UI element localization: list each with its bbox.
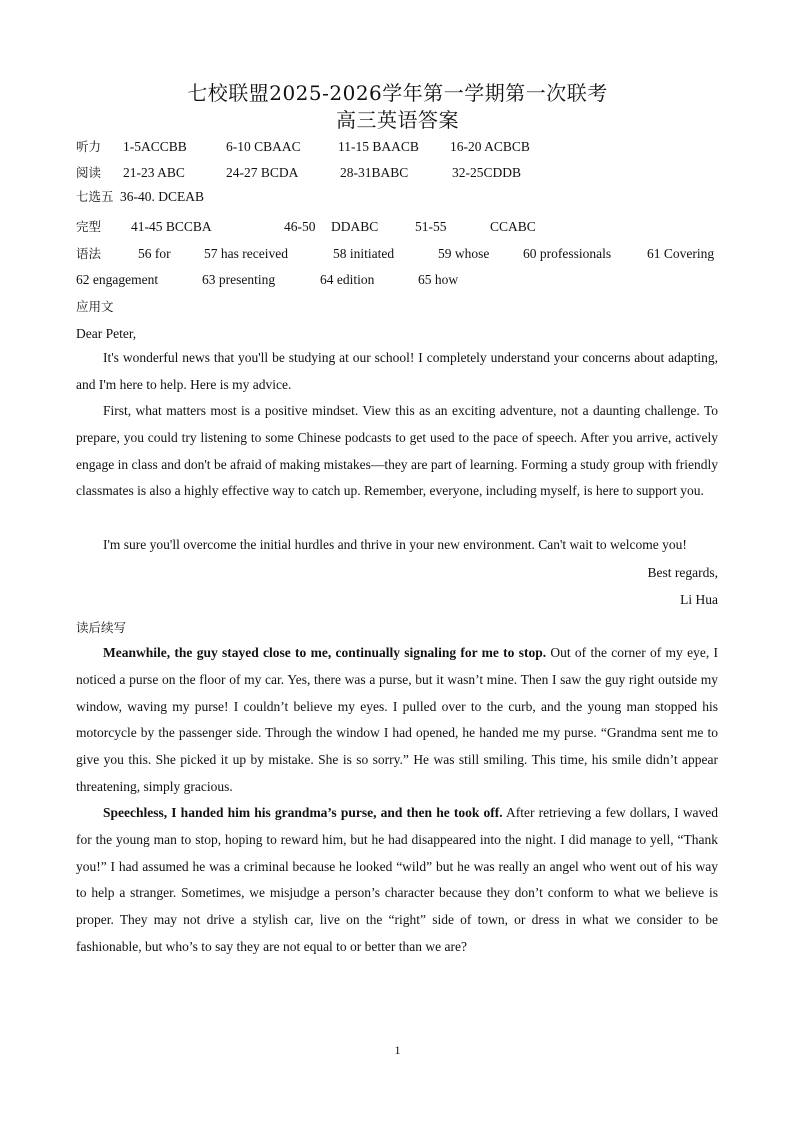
answer-group: 21-23 ABC [123,165,185,180]
answer-group: 36-40. DCEAB [120,189,204,204]
paragraph-opening-sentence: Speechless, I handed him his grandma’s purse, and then he took off. [103,805,503,820]
answer-group: 16-20 ACBCB [450,139,530,154]
paragraph-body: After retrieving a few dollars, I waved for the young man to stop, hoping to reward him, but he had disappeared into the night. I did manage to yell, “Thank you!” I had assumed he was a criminal because he looked “wild” but he was really an angel who went out of his way to help a stranger. Sometimes, we misjudge a person’s character because they don’t conform to what we believe is proper. They may not drive a stylish car, live on the “right” side of town, or dress in what we consider to be fashionable, but who’s to say they are not equal to or better than we are? [76,805,718,954]
answer-group: 59 whose [438,246,490,261]
letter-signature: Li Hua [680,592,718,607]
page-number: 1 [394,1043,401,1057]
cloze-label: 完型 [76,219,102,234]
letter-salutation: Dear Peter, [76,326,137,341]
continuation-paragraph-2 [76,800,718,961]
answer-group: 6-10 CBAAC [226,139,301,154]
letter-closing: Best regards, [647,565,718,580]
practical-writing-label: 应用文 [76,299,114,314]
answer-group: 62 engagement [76,272,159,287]
reading-label: 阅读 [76,165,102,180]
answer-group: DDABC [331,219,379,234]
continuation-paragraph-1 [76,640,718,801]
answer-group: 61 Covering [647,246,715,261]
letter-paragraph: First, what matters most is a positive mindset. View this as an exciting adventure, not a daunting challenge. To prepare, you could try listening to some Chinese podcasts to get used to the pace of speech. After you arrive, actively engage in class and don't be afraid of making mistakes—they are part of learning. Forming a study group with friendly classmates is also a highly effective way to catch up. Remember, everyone, including myself, is here to support you. [76,403,718,499]
seven-five-label: 七选五 [76,189,114,204]
letter-paragraph: It's wonderful news that you'll be studying at our school! I completely understand your concerns about adapting, and I'm here to help. Here is my advice. [76,350,718,392]
answer-group: 57 has received [204,246,288,261]
answer-group: 32-25CDDB [452,165,522,180]
listening-label: 听力 [76,139,102,154]
answer-group: 28-31BABC [340,165,409,180]
continuation-writing-label: 读后续写 [76,620,127,635]
answer-group: 63 presenting [202,272,276,287]
answer-group: 56 for [138,246,171,261]
page-subtitle: 高三英语答案 [336,108,459,132]
answer-group: 51-55 [415,219,447,234]
answer-group: 58 initiated [333,246,395,261]
answer-group: 11-15 BAACB [338,139,419,154]
answer-group: 1-5ACCBB [123,139,187,154]
grammar-label: 语法 [76,246,102,261]
answer-group: CCABC [490,219,536,234]
answer-group: 24-27 BCDA [226,165,299,180]
letter-paragraph: I'm sure you'll overcome the initial hurdles and thrive in your new environment. Can't wait to welcome you! [103,537,687,552]
answer-group: 46-50 [284,219,316,234]
paragraph-body: Out of the corner of my eye, I noticed a purse on the floor of my car. Yes, there was a purse, but it wasn’t mine. Then I saw the guy right outside my window, waving my purse! I couldn’t believe my eyes. I pulled over to the curb, and the young man stopped his motorcycle by the passenger side. Through the window I had opened, he handed me my purse. “Grandma sent me to give you this. She picked it up by mistake. She is so sorry.” He was still smiling. This time, his smile didn’t appear threatening, simply gracious. [76,645,718,794]
page-title: 七校联盟2025-2026学年第一学期第一次联考 [187,81,608,105]
answer-group: 41-45 BCCBA [131,219,212,234]
paragraph-opening-sentence: Meanwhile, the guy stayed close to me, continually signaling for me to stop. [103,645,547,660]
answer-group: 64 edition [320,272,375,287]
answer-group: 65 how [418,272,459,287]
answer-group: 60 professionals [523,246,612,261]
